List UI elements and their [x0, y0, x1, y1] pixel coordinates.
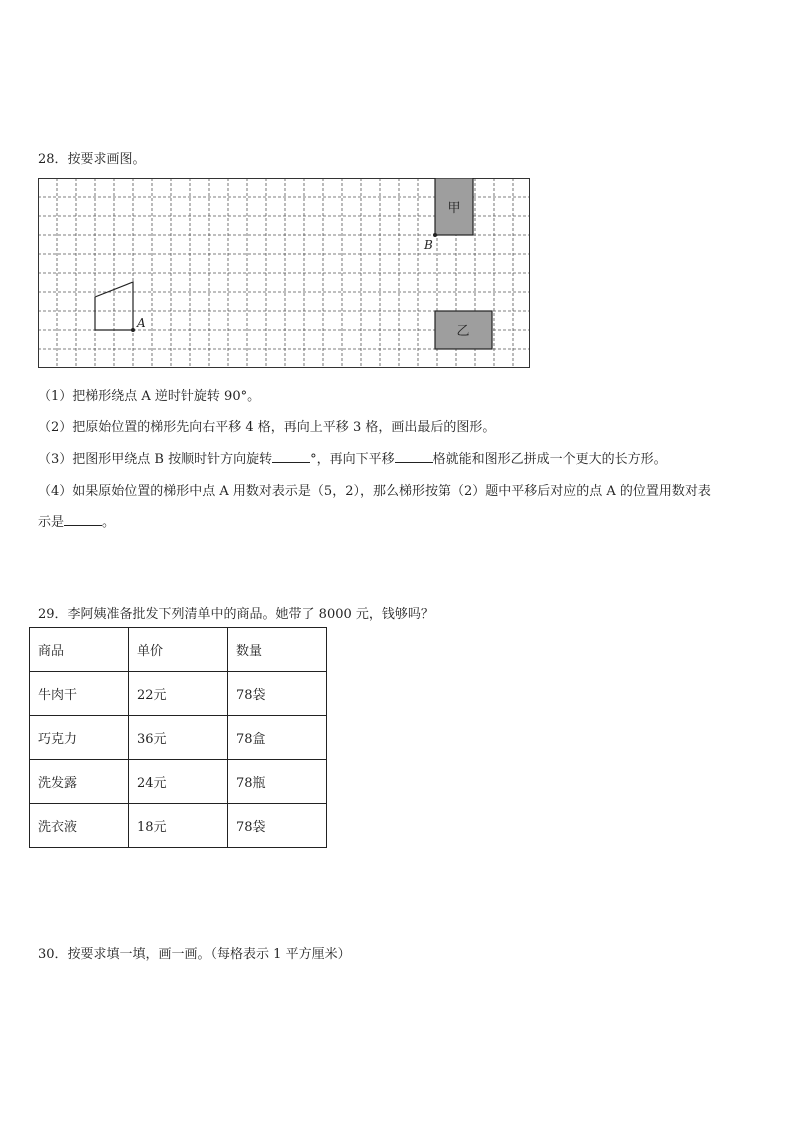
table-row	[30, 804, 327, 848]
table-cell: 巧克力	[30, 716, 129, 760]
point-a	[131, 328, 135, 332]
header-cell: 数量	[228, 628, 327, 672]
table-cell: 24元	[129, 760, 228, 804]
q28-sub3-part2: °，再向下平移	[310, 452, 395, 467]
table-cell: 78盒	[228, 716, 327, 760]
q29-title: 29．李阿姨准备批发下列清单中的商品。她带了 8000 元，钱够吗？	[38, 607, 434, 622]
header-cell: 商品	[30, 628, 129, 672]
table-cell: 洗发露	[30, 760, 129, 804]
label-yi: 乙	[456, 324, 470, 339]
answer-blank-pair[interactable]	[64, 513, 102, 526]
table-cell: 牛肉干	[30, 672, 129, 716]
q28-sub4-part3: 。	[102, 515, 116, 530]
q28-sub3-part3: 格就能和图形乙拼成一个更大的长方形。	[432, 452, 667, 467]
answer-blank-angle[interactable]	[272, 450, 310, 463]
table-row	[30, 672, 327, 716]
table-row	[30, 716, 327, 760]
table-row	[30, 760, 327, 804]
q28-sub4-part2: 示是	[38, 515, 65, 530]
table-cell: 洗衣液	[30, 804, 129, 848]
grid-figure	[38, 178, 530, 368]
q28-sub3	[38, 448, 667, 467]
table-cell: 78袋	[228, 672, 327, 716]
label-b: B	[424, 238, 433, 252]
label-a: A	[137, 316, 146, 330]
table-cell: 78袋	[228, 804, 327, 848]
table-cell: 22元	[129, 672, 228, 716]
table-header-row	[30, 628, 327, 672]
answer-blank-steps[interactable]	[395, 450, 433, 463]
q28-sub2: （2）把原始位置的梯形先向右平移 4 格，再向上平移 3 格，画出最后的图形。	[38, 420, 496, 435]
q28-sub4: （4）如果原始位置的梯形中点 A 用数对表示是（5，2），那么梯形按第（2）题中平移后对应的点 A 的位置用数对表	[38, 484, 711, 499]
table-cell: 78瓶	[228, 760, 327, 804]
q28-sub1: （1）把梯形绕点 A 逆时针旋转 90°。	[38, 389, 261, 404]
label-jia: 甲	[447, 201, 461, 216]
q28-title: 28．按要求画图。	[38, 152, 146, 167]
q28-sub4-cont	[38, 511, 115, 530]
goods-table	[29, 627, 327, 848]
table-cell: 36元	[129, 716, 228, 760]
table-cell: 18元	[129, 804, 228, 848]
point-b	[433, 233, 437, 237]
header-cell: 单价	[129, 628, 228, 672]
q28-sub3-part1: （3）把图形甲绕点 B 按顺时针方向旋转	[38, 452, 273, 467]
q30-title: 30．按要求填一填，画一画。（每格表示 1 平方厘米）	[38, 947, 351, 962]
